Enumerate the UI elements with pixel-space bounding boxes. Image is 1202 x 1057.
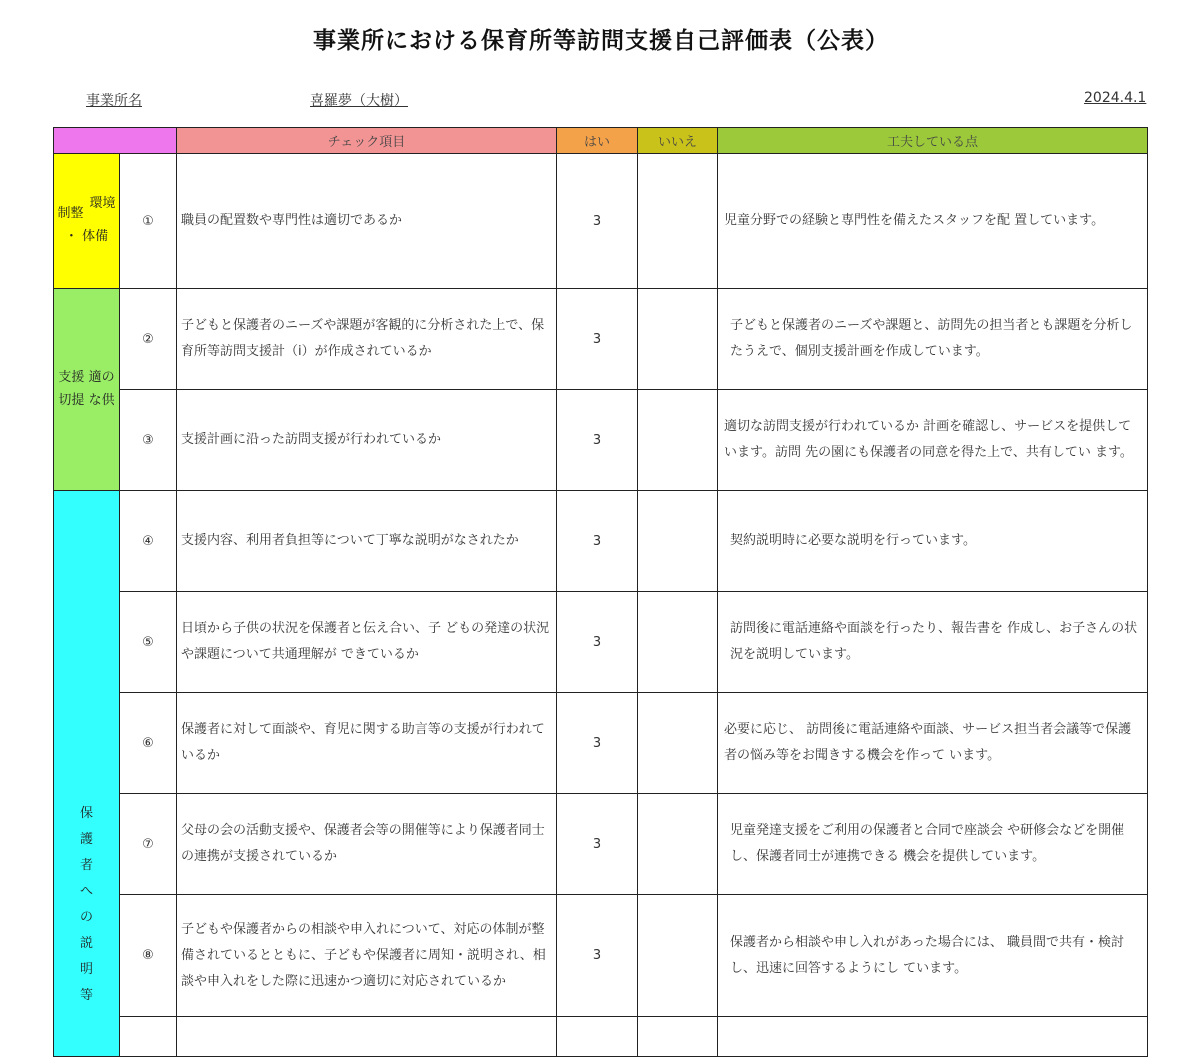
office-name: 喜羅夢（大樹） (310, 93, 408, 109)
yes-count: 3 (557, 693, 638, 794)
check-item: 支援内容、利用者負担等について丁寧な説明がなされたか (177, 491, 557, 592)
table-row (54, 289, 1148, 390)
category-col: 支援 (58, 370, 85, 386)
header-corner (54, 128, 177, 154)
idea-text: 保護者から相談や申し入れがあった場合には、 職員間で共有・検討し、迅速に回答するようにし ています。 (718, 895, 1148, 1017)
yes-empty (557, 1017, 638, 1057)
no-count (638, 794, 718, 895)
category-col: 体備 (82, 228, 109, 244)
row-number: ① (120, 154, 177, 289)
category-appropriate-support (54, 289, 120, 491)
category-col: 環境 (89, 196, 116, 212)
page-title: 事業所における保育所等訪問支援自己評価表（公表） (313, 28, 889, 54)
evaluation-date: 2024.4.1 (1084, 90, 1147, 106)
check-item: 子どもと保護者のニーズや課題が客観的に分析された上で、保育所等訪問支援計（i）が作成されているか (177, 289, 557, 390)
category-char: へ (79, 884, 93, 899)
check-item: 職員の配置数や専門性は適切であるか (177, 154, 557, 289)
evaluation-table (53, 127, 1148, 1057)
table-row-partial (54, 1017, 1148, 1057)
idea-text: 子どもと保護者のニーズや課題と、訪問先の担当者とも課題を分析したうえで、個別支援計画を作成しています。 (718, 289, 1148, 390)
no-empty (638, 1017, 718, 1057)
row-number: ⑥ (120, 693, 177, 794)
no-count (638, 895, 718, 1017)
office-label: 事業所名 (86, 93, 142, 109)
category-col: 適の (88, 370, 115, 386)
yes-count: 3 (557, 592, 638, 693)
idea-text: 適切な訪問支援が行われているか 計画を確認し、サービスを提供しています。訪問 先の園にも保護者の同意を得た上で、共有してい ます。 (718, 390, 1148, 491)
category-environment-system (54, 154, 120, 289)
category-char: 明 (79, 962, 93, 977)
yes-count: 3 (557, 895, 638, 1017)
header-check-items: チェック項目 (177, 128, 557, 154)
yes-count: 3 (557, 289, 638, 390)
category-char: 者 (79, 858, 93, 873)
no-count (638, 154, 718, 289)
check-item: 子どもや保護者からの相談や申入れについて、対応の体制が整備されているとともに、子どもや保護者に周知・説明され、相談や申入れをした際に迅速かつ適切に対応されているか (177, 895, 557, 1017)
table-row (54, 390, 1148, 491)
row-number: ⑦ (120, 794, 177, 895)
header-ideas: 工夫している点 (718, 128, 1148, 154)
header-yes: はい (557, 128, 638, 154)
table-row (54, 491, 1148, 592)
yes-count: 3 (557, 491, 638, 592)
check-item-empty (177, 1017, 557, 1057)
yes-count: 3 (557, 154, 638, 289)
category-char: 護 (79, 832, 93, 847)
category-char: 保 (79, 806, 93, 821)
table-row (54, 794, 1148, 895)
row-number: ③ (120, 390, 177, 491)
table-row (54, 154, 1148, 289)
check-item: 父母の会の活動支援や、保護者会等の開催等により保護者同士の連携が支援されているか (177, 794, 557, 895)
idea-text: 必要に応じ、 訪問後に電話連絡や面談、サービス担当者会議等で保護者の悩み等をお聞きする機会を作って います。 (718, 693, 1148, 794)
check-item: 保護者に対して面談や、育児に関する助言等の支援が行われているか (177, 693, 557, 794)
check-item: 支援計画に沿った訪問支援が行われているか (177, 390, 557, 491)
idea-empty (718, 1017, 1148, 1057)
row-number-empty (120, 1017, 177, 1057)
category-col: 制整 (57, 206, 84, 222)
category-char: 説 (79, 936, 93, 951)
category-vertical-text (80, 801, 93, 1009)
check-item: 日頃から子供の状況を保護者と伝え合い、子 どもの発達の状況や課題について共通理解が できているか (177, 592, 557, 693)
yes-count: 3 (557, 390, 638, 491)
idea-text: 児童分野での経験と専門性を備えたスタッフを配 置しています。 (718, 154, 1148, 289)
category-col (54, 491, 119, 1009)
yes-count: 3 (557, 794, 638, 895)
category-col: な供 (88, 392, 115, 408)
table-row (54, 592, 1148, 693)
row-number: ② (120, 289, 177, 390)
no-count (638, 390, 718, 491)
no-count (638, 693, 718, 794)
row-number: ⑤ (120, 592, 177, 693)
row-number: ⑧ (120, 895, 177, 1017)
idea-text: 訪問後に電話連絡や面談を行ったり、報告書を 作成し、お子さんの状況を説明しています。 (718, 592, 1148, 693)
row-number: ④ (120, 491, 177, 592)
category-explanation-to-guardians (54, 491, 120, 1057)
no-count (638, 491, 718, 592)
idea-text: 児童発達支援をご利用の保護者と合同で座談会 や研修会などを開催し、保護者同士が連携できる 機会を提供しています。 (718, 794, 1148, 895)
table-row (54, 693, 1148, 794)
header-no: いいえ (638, 128, 718, 154)
table-row (54, 895, 1148, 1017)
table-header-row (54, 128, 1148, 154)
category-col: ・ (64, 228, 78, 244)
idea-text: 契約説明時に必要な説明を行っています。 (718, 491, 1148, 592)
category-char: の (79, 910, 93, 925)
category-col: 切提 (58, 392, 85, 408)
category-char: 等 (79, 988, 93, 1003)
no-count (638, 592, 718, 693)
no-count (638, 289, 718, 390)
